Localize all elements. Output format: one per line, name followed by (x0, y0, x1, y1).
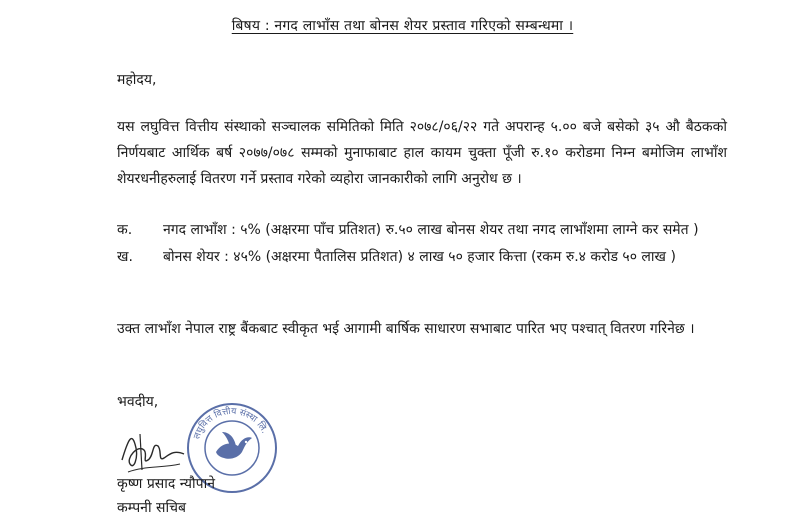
signer-name: कृष्ण प्रसाद न्यौपाने (117, 476, 215, 492)
subject-text: बिषय : नगद लाभाँस तथा बोनस शेयर प्रस्ताव गरिएको सम्बन्धमा । (231, 18, 574, 34)
list-marker: क. (117, 222, 133, 238)
body-paragraph-2: उक्त लाभाँश नेपाल राष्ट्र बैंकबाट स्वीकृत भई आगामी बार्षिक साधारण सभाबाट पारित भए पश्चात् वितरण गरिनेछ । (117, 321, 695, 337)
dove-icon (216, 432, 252, 459)
handwritten-signature (118, 420, 188, 480)
body-paragraph-1: यस लघुवित्त वित्तीय संस्थाको सञ्चालक समितिको मिति २०७८/०६/२२ गते अपरान्ह ५.०० बजे बसेको ३५ औ बैठकको निर्णयबाट आर्थिक बर्ष २०७७/०७८ सम्मको मुनाफाबाट हाल कायम चुक्ता पूँजी रु.१० करोडमा निम्न बमोजिम लाभाँश शेयरधनीहरुलाई वितरण गर्ने प्रस्ताव गरेको व्यहोरा जानकारीको लागि अनुरोध छ । (117, 119, 727, 187)
salutation: महोदय, (117, 72, 157, 88)
list-item (117, 218, 727, 242)
dividend-list (117, 218, 727, 272)
seal-text: लघुवित्त वित्तीय संस्था लि. (192, 406, 270, 441)
closing-text: भवदीय, (117, 394, 159, 410)
list-item-text: नगद लाभाँश : ५% (अक्षरमा पाँच प्रतिशत) रु.५० लाख बोनस शेयर तथा नगद लाभाँशमा लाग्ने कर समेत ) (163, 222, 699, 238)
list-item-text: बोनस शेयर : ४५% (अक्षरमा पैतालिस प्रतिशत) ४ लाख ५० हजार कित्ता (रकम रु.४ करोड ५० लाख ) (163, 249, 676, 265)
list-item (117, 245, 727, 269)
list-marker: ख. (117, 249, 133, 265)
svg-text:लघुवित्त वित्तीय संस्था लि. (192, 405, 269, 441)
signer-title: कम्पनी सचिब (117, 500, 186, 516)
subject-line (0, 16, 805, 35)
